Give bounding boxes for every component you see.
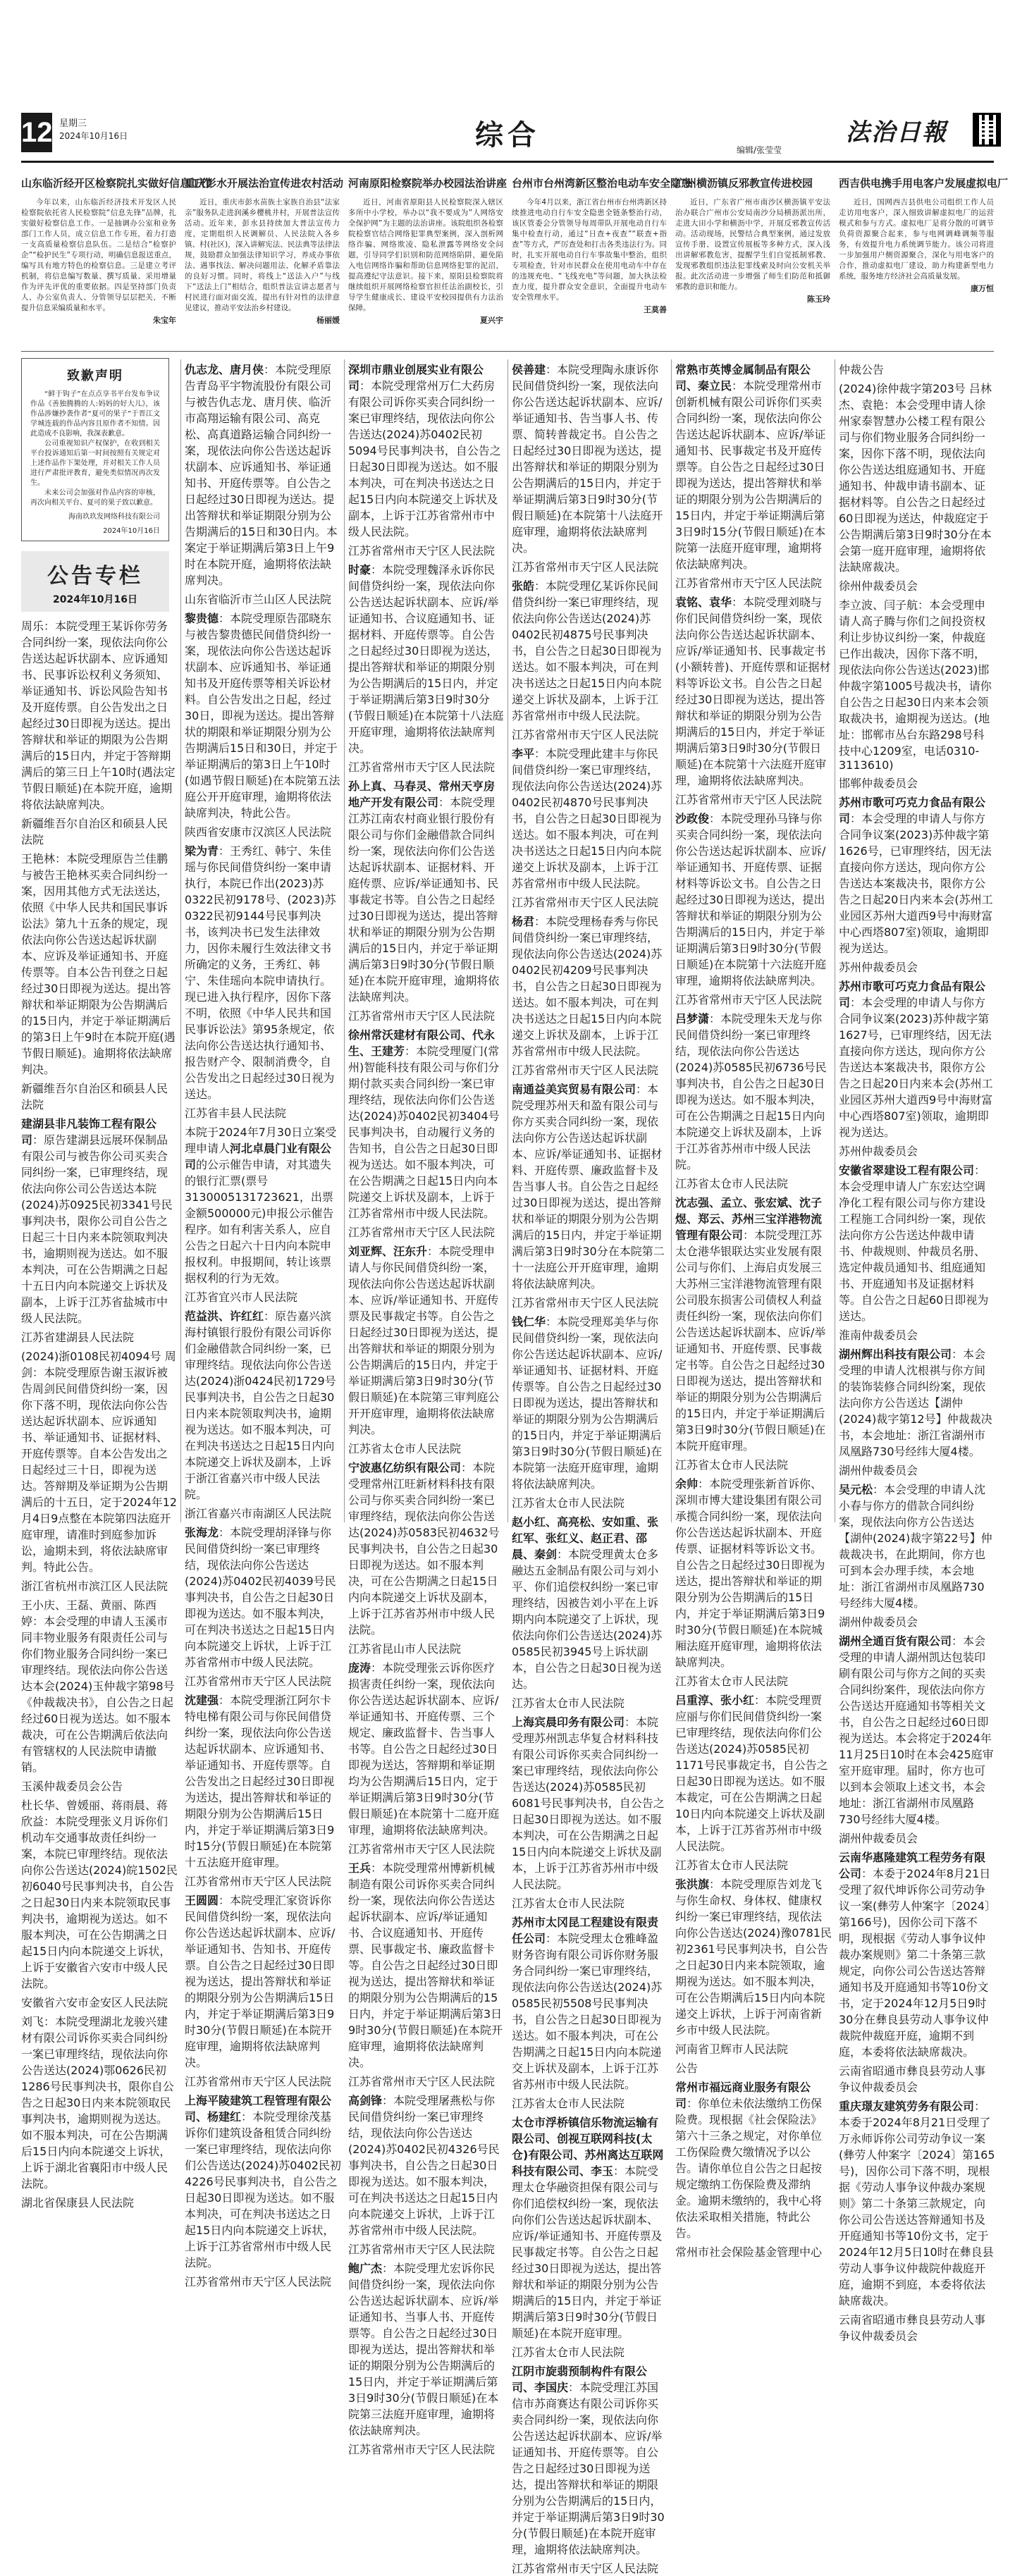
- notice-entry: 刘亚辉、汪东升：本院受理申请人与你民间借贷纠纷一案，现依法向你公告送达起诉状副本、应诉/举证通知书、开庭传票及民事裁定书等。自公告之日起经过30日即视为送达，提出答辩状和举证的期限分别为公告期满后的15日内，并定于举证期满后第3日9时30分(节假日顺延)在本院第三审判庭公开开庭审理，逾期将依法缺席判决。: [348, 1245, 500, 1436]
- apology-paragraph: 未来公司会加强对作品内容的审核，再次向相关平台、夏可的果子致以歉意。: [30, 489, 160, 507]
- news-author: 杨丽媛: [316, 316, 340, 325]
- news-brief: [21, 176, 212, 345]
- apology-notice: [21, 358, 169, 541]
- notice-entry: 吕重淳、张小红：本院受理贾应丽与你们民间借贷纠纷一案已审理终结，现依法向你们公告送达(2024)苏0585民初1171号民事裁定书，自公告之日起30日即视为送达。如不服本裁定，可在公告期满之日起10日内向本院递交上诉状及副本，上诉于江苏省苏州市中级人民法院。: [675, 1694, 828, 1853]
- notice-column: [348, 361, 505, 2456]
- news-author: 夏兴宇: [480, 316, 503, 325]
- notice-entry: 徐州常沃建材有限公司、代永生、王建芳：本院受理厦门(常州)智能科技有限公司与你们分期付款买卖合同纠纷一案已审理终结，现依法向你们公告送达(2024)苏0402民初3404号民事判决书，自动履行义务的告知书，自公告之日起30日即视为送达。如不服本判决，可在公告期满之日起15日内向本院递交上诉状及副本，上诉于江苏省常州市中级人民法院。: [348, 1028, 500, 1220]
- news-author: 朱宝年: [153, 316, 176, 325]
- notice-issuer: 徐州仲裁委员会: [839, 579, 918, 593]
- notice-issuer: 江苏省太仓市人民法院: [512, 2097, 625, 2110]
- notice-entry: 钱仁华：本院受理郑美华与你民间借贷纠纷一案，现依法向你公告送达起诉状副本、应诉/举证通知书、证据材料、开庭传票等。自公告之日起经过30日即视为送达，提出答辩状和举证的期限分别为公告期满后的15日内，并定于举证期满后第3日9时30分(节假日顺延)在本院第一法庭开庭审理，逾期将依法缺席判决。: [512, 1315, 663, 1491]
- apology-paragraph: “鲜于钩子”在点点享书平台发布争议作品《善独腾腾的人:妈妈的好大儿》，该作品涉嫌抄袭作者“夏可的果子”于晋江文学城连载的作品内容且原作者不知情。因此造成不良影响，我深表歉意。: [30, 390, 160, 438]
- notice-issuer: 江苏省太仓市人民法院: [675, 1177, 789, 1190]
- notice-entry: 湖州全通百货有限公司：本会受理的申请人湖州凯达包装印刷有限公司与你方之间的买卖合同纠纷案件，现依法向你方公告送达开庭通知书等相关文书，自公告之日起经过60日即视为送达。本会将定于2024年11月25日10时在本会425庭审室开庭审理。届时，你方也可以到本会领取上述文书，本会地址：浙江省湖州市凤凰路730号经纬大厦4楼。: [839, 1634, 994, 1826]
- notice-entry: 张皓：本院受理亿某诉你民间借贷纠纷一案已审理终结，现依法向你公告送达(2024)苏0402民初4875号民事判决书，自公告之日起30日即视为送达。如不服本判决，可在判决书送达之日起15日内向本院递交上诉状及副本，上诉于江苏省常州市中级人民法院。: [512, 579, 662, 722]
- notice-issuer: 江苏省常州市天宁区人民法院: [512, 728, 659, 741]
- notice-issuer: 常州市社会保险基金管理中心: [675, 2245, 823, 2259]
- notice-issuer: 陕西省安康市汉滨区人民法院: [185, 825, 332, 839]
- notice-entry: 上海平陵建筑工程管理有限公司、杨建红：本院受理徐茂基诉你们建筑设备租赁合同纠纷一案已审理终结，现依法向你们公告送达(2024)苏0402民初4226号民事判决书，自公告之日起30日即视为送达。如不服本判决，可在判决书送达之日起15日内向本院递交上诉状，上诉于江苏省常州市中级人民法院。: [185, 2094, 341, 2269]
- notice-issuer: 江苏省宜兴市人民法院: [185, 1290, 298, 1304]
- notice-issuer: 淮南仲裁委员会: [839, 1329, 918, 1342]
- notice-entry: 苏州市歌可巧克力食品有限公司：本会受理的申请人与你方合同争议案(2023)苏仲裁字第1626号，已审理终结，因无法直接向你方送达，现向你方公告送达本案裁决书，限你方公告之日起20日内来本会(苏州工业园区苏州大道西9号中海财富中心西塔807室)领取，逾期即视为送达。: [839, 796, 993, 955]
- qr-code-icon[interactable]: [973, 113, 1001, 147]
- notice-column: [512, 361, 668, 2575]
- notice-entry: 南通益美宾贸易有限公司：本院受理苏州天和盈有限公司与你方买卖合同纠纷一案，现依法向你方公告送达起诉状副本、应诉/举证通知书、证据材料、开庭传票、廉政监督卡及告当事人书。自公告之日起经过30日即视为送达，提出答辩状和举证的期限分别为公告期满后的15日内，并定于举证期满后第3日9时30分在本院第二十一法庭公开开庭审理，逾期将依法缺席判决。: [512, 1083, 665, 1290]
- notice-issuer: 江苏省常州市天宁区人民法院: [675, 993, 823, 1006]
- notice-entry: 沈志强、孟立、张宏斌、沈子煜、郑云、苏州三宝洋港物流管理有限公司：本院受理江苏太仓港华银联达实业发展有限公司与你们、上海启贞发展三大苏州三宝洋港物流管理有限公司股东损害公司债权人利益责任纠纷一案，现依法向你们公告送达起诉状副本、应诉/举证通知书、开庭传票、民事裁定书等。自公告之日起经过30日即视为送达，提出答辩状和举证的期限分别为公告期满后的15日内，并定于举证期满后第3日9时30分(节假日顺延)在本院开庭审理。: [675, 1196, 826, 1453]
- news-brief: [839, 176, 1009, 345]
- news-author: 康万恒: [971, 284, 994, 293]
- notice-issuer: 湖州仲裁委员会: [839, 1832, 918, 1845]
- notice-entry: 沙政俊：本院受理孙马锋与你买卖合同纠纷一案，现依法向你公告送达起诉状副本、应诉/举证通知书、开庭传票、证据材料等诉讼文书。自公告之日起经过30日即视为送达，提出答辩状和举证的期限分别为公告期满后的15日内，并定于举证期满后第3日9时30分(节假日顺延)在本院第十六法庭开庭审理，逾期将依法缺席判决。: [675, 812, 827, 987]
- news-brief: [348, 176, 508, 345]
- notice-entry: 安徽省翠建设工程有限公司：本会受理申请人广东宏达空调净化工程有限公司与你方建设工程施工合同纠纷一案，现依法向你方公告送达仲裁申请书、仲裁规则、仲裁员名册、选定仲裁员通知书、组庭通知书、开庭通知书及证据材料等。自公告之日起60日即视为送达。: [839, 1164, 989, 1323]
- notice-issuer: 江苏省常州市天宁区人民法院: [348, 760, 496, 774]
- notice-column: [185, 361, 341, 2288]
- notice-entry: 时豪：本院受理魏泽永诉你民间借贷纠纷一案，现依法向你公告送达起诉状副本、应诉/举证通知书、合议庭通知书、证据材料、开庭传票等。自公告之日起经过30日即视为送达，提出答辩状和举证的期限分别为公告期满后的15日内，并定于举证期满后第3日9时30分(节假日顺延)在本院第十八法庭开庭审理，逾期将依法缺席判决。: [348, 563, 504, 755]
- notice-issuer: 江苏省常州市天宁区人民法院: [185, 2275, 332, 2288]
- notice-issuer: 江苏省太仓市人民法院: [512, 1496, 625, 1510]
- section-title: 综合: [475, 118, 540, 152]
- notice-entry: 常州市福远商业服务有限公司：你单位未依法缴纳工伤保险费。现根据《社会保险法》第六十三条之规定，对你单位工伤保险费欠缴情况予以公告。请你单位自公告之日起按规定缴纳工伤保险费及滞纳金。逾期未缴纳的，我中心将依法采取相关措施，特此公告。: [675, 2081, 823, 2240]
- notice-column: [839, 361, 995, 2343]
- notice-issuer: 浙江省嘉兴市南湖区人民法院: [185, 1507, 332, 1520]
- notice-entry: 范益洪、许红红：原告嘉兴滨海村镇银行股份有限公司诉你们金融借款合同纠纷一案，已审理终结。现依法向你公告送达(2024)浙0424民初1729号民事判决书，自公告之日起30日内来本院领取判决书，逾期视为送达。如不服本判决，可在判决书送达之日起15日内向本院递交上诉状及副本，上诉于浙江省嘉兴市中级人民法院。: [185, 1309, 336, 1501]
- notice-issuer: 江苏省常州市天宁区人民法院: [348, 2075, 496, 2088]
- notice-issuer: 江苏省常州市天宁区人民法院: [348, 2243, 496, 2256]
- notice-issuer: 江苏省常州市天宁区人民法院: [185, 1875, 332, 1888]
- notice-issuer: 江苏省建湖县人民法院: [21, 1331, 135, 1344]
- notice-issuer: 江苏省丰县人民法院: [185, 1107, 287, 1120]
- notice-issuer: 江苏省太仓市人民法院: [512, 1897, 625, 1910]
- notice-entry: 周乐：本院受理王某诉你劳务合同纠纷一案，现依法向你公告送达起诉状副本、应诉通知书、民事诉讼权利义务须知、举证通知书、诉讼风险告知书及开庭传票。自公告发出之日起经过30日即视为送达。提出答辩状和举证的期限为公告期满后的15日内，并定于答辩期满后的第三日上午10时(遇法定节假日顺延)在本院开庭，逾期将依法缺席判决。: [21, 620, 176, 811]
- notice-entry: 苏州市歌可巧克力食品有限公司：本会受理的申请人与你方合同争议案(2023)苏仲裁字第1627号，已审理终结，因无法直接向你方送达，现向你方公告送达本案裁决书，限你方公告之日起20日内来本会(苏州工业园区苏州大道西9号中海财富中心西塔807室)领取，逾期即视为送达。: [839, 980, 993, 1139]
- column-divider: [344, 359, 345, 1522]
- notice-entry: 张洪旗：本院受理原告刘龙飞与你生命权、身体权、健康权纠纷一案已审理终结，现依法向你公告送达(2024)豫0781民初2361号民事判决书，自公告之日起30日内来本院领取，逾期视为送达。如不服本判决，可在公告期满后15日内向本院递交上诉状，上诉于河南省新乡市中级人民法院。: [675, 1878, 832, 2037]
- notice-entry: 宁波惠亿纺织有限公司：本院受理常州江旺新材料科技有限公司与你买卖合同纠纷一案已审理终结，现依法向你公告送达(2024)苏0583民初4632号民事判决书，自公告之日起30日即视为送达。如不服本判决，可在公告期满之日起15日内向本院递交上诉状及副本，上诉于江苏省苏州市中级人民法院。: [348, 1461, 500, 1637]
- notice-issuer: 湖州仲裁委员会: [839, 1464, 918, 1477]
- notice-entry: 余帅：本院受理张新首诉你、深圳市博大建设集团有限公司承揽合同纠纷一案，现依法向你公告送达起诉状副本、开庭传票、证据材料等诉讼文书。自公告之日起经过30日即视为送达，提出答辩状和举证的期限分别为公告期满后的15日内，并定于举证期满后第3日9时30分(节假日顺延)在本院城厢法庭开庭审理，逾期将依法缺席判决。: [675, 1477, 825, 1669]
- notice-entry: 赵小红、高亮松、安如重、张红军、张红义、赵正君、邵晨、秦剑：本院受理黄太仓多融达五金制品有限公司与刘小平、你们追偿权纠纷一案已审理终结，因被告刘小平在上诉期内向本院递交了上诉状，现依法向你们公告送达(2024)苏0585民初3945号上诉状副本，自公告之日起30日视为送达。: [512, 1515, 663, 1691]
- news-author: 陈玉玲: [807, 295, 830, 304]
- news-headline[interactable]: 河南原阳检察院举办校园法治讲座: [348, 177, 508, 190]
- notice-entry: 仇志龙、唐月侠：本院受理原告青岛平宇物流股份有限公司与被告仇志龙、唐月侠、临沂市高翔运输有限公司、高克松、高真道路运输合同纠纷一案，现依法向你公告送达起诉状副本、应诉通知书、举证通知书、开庭传票等。自公告之日起经过30日即视为送达。提出答辩状和举证期限分别为公告期满后的15日和30日内。本案定于举证期满后第3日上午9时在本院开庭，逾期将依法缺席判决。: [185, 363, 338, 587]
- notice-issuer: 苏州仲裁委员会: [839, 1145, 918, 1158]
- notice-entry: (2024)徐仲裁字第203号 吕林杰、袁艳：本会受理申请人徐州家泰智慧办公楼工程有限公司与你们物业服务合同纠纷一案，因你下落不明，现依法向你公告送达组庭通知书、开庭通知书、仲裁申请书副本、证据材料等。自公告之日起经过60日即视为送达，仲裁庭定于公告期满后第3日9时30分在本会第一庭开庭审理，逾期将依法缺席裁决。: [839, 382, 992, 574]
- notice-issuer: 新疆维吾尔自治区和硕县人民法院: [21, 1082, 168, 1111]
- notice-issuer: 江苏省太仓市人民法院: [348, 1442, 462, 1455]
- notice-entry: 湖州辉出科技有限公司：本会受理的申请人沈根祺与你方间的装饰装修合同纠纷案，现依法向你方公告送达【湖仲(2024)裁字第12号】仲裁裁决书，本会地址：浙江省湖州市凤凰路730号经纬大厦4楼。: [839, 1348, 992, 1458]
- page-number: 12: [21, 113, 52, 152]
- notice-issuer: 江苏省常州市天宁区人民法院: [348, 1009, 496, 1023]
- notice-issuer: 云南省昭通市彝良县劳动人事争议仲裁委员会: [839, 2313, 986, 2343]
- news-brief: [675, 176, 830, 345]
- column-divider: [671, 359, 672, 1522]
- notice-issuer: 江苏省太仓市人民法院: [512, 2346, 625, 2359]
- notice-entry: (2024)浙0108民初4094号 周剑：本院受理原告谢玉淑诉被告周剑民间借贷纠纷一案，因你下落不明，现依法向你公告送达起诉状副本、应诉通知书、举证通知书、证据材料、开庭传票等。自本公告发出之日起经过三十日，即视为送达。答辩期及举证期为公告期满后的十五日，定于2024年12月4日9点整在本院第四法庭开庭审理，请准时到庭参加诉讼，逾期未到，将依法缺席审判。特此公告。: [21, 1350, 178, 1574]
- notice-issuer: 江苏省常州市天宁区人民法院: [348, 1226, 496, 1239]
- notice-issuer: 江苏省常州市天宁区人民法院: [512, 1064, 659, 1077]
- news-headline[interactable]: 山东临沂经开区检察院扎实做好信息工作: [21, 177, 212, 190]
- news-body: 近日，国网西吉县供电公司组织工作人员走访用电客户，深入细致讲解虚拟电厂的运营模式和参与方式。虚拟电厂是将分散的可调节负荷资源聚合起来，参与电网调峰调频等服务，有效提升电力系统调节能力。该公司将进一步加强用户侧资源聚合，深化与用电客户的合作，推动虚拟电厂建设，助力构建新型电力系统，服务地方经济社会高质量发展。: [839, 198, 994, 281]
- notice-issuer: 邯郸仲裁委员会: [839, 777, 918, 790]
- news-briefs-row: [21, 176, 1009, 352]
- notice-issuer: 苏州仲裁委员会: [839, 961, 918, 974]
- notice-issuer: 新疆维吾尔自治区和硕县人民法院: [21, 817, 168, 846]
- news-body: 今年以来，山东临沂经济技术开发区人民检察院依托省人民检察院“信息先锋”品牌，扎实做好检察信息工作。一是抽调办公室和业务部门工作人员，成立信息工作专班，着力打造一支高质量检察信息队伍。二是结合“检察护企”“检护民生”专项行动，明确信息报送重点，编写具有地方特色的检察信息。三是建立考评机制，将信息编写数量、撰写质量、采用增量作为评先评优的重要依据。四是坚持部门负责人、办公室负责人、分管领导层层把关，不断提升信息采编质量和水平。: [21, 198, 176, 312]
- notice-issuer: 江苏省常州市天宁区人民法院: [185, 2075, 332, 2088]
- news-headline[interactable]: 西吉供电携手用电客户发展虚拟电厂: [839, 177, 1009, 190]
- apology-title: 致歉声明: [67, 369, 123, 383]
- notice-entry: 李平：本院受理此建丰与你民间借贷纠纷一案已审理终结，现依法向你公告送达(2024)苏0402民初4870号民事判决书，自公告之日起30日即视为送达。如不服本判决，可在判决书送达之日起15日内向本院递交上诉状及副本，上诉于江苏省常州市中级人民法院。: [512, 747, 663, 890]
- news-headline[interactable]: 台州市台州湾新区整治电动车安全隐患: [512, 177, 692, 190]
- news-body: 今年4月以来，浙江省台州市台州湾新区持续推进电动自行车安全隐患全链条整治行动，该区管委会分管领导每周带队开展电动自行车集中检查行动，通过“日查+夜查”“联查+指查”等方式，严厉查处和打击各类违法行为。同时，扎实开展电动自行车事故集中整治，组织专项检查，针对市民群众在使用电动车中存在的违规充电、“飞线充电”等问题，加大执法检查力度，提升群众安全意识，全面提升电动车安全管理水平。: [512, 198, 667, 302]
- notice-issuer: 江苏省常州市天宁区人民法院: [512, 2562, 659, 2575]
- notice-issuer: 玉溪仲裁委员会公告: [21, 1780, 123, 1793]
- notice-entry: 高剑锋：本院受理屠燕松与你民间借贷纠纷一案已审理终结，现依法向你公告送达(2024)苏0402民初4326号民事判决书，自公告之日起30日即视为送达。如不服本判决，可在判决书送达之日起15日内向本院递交上诉状，上诉于江苏省常州市中级人民法院。: [348, 2094, 500, 2237]
- editor-line: 编辑/张莹莹: [737, 145, 782, 155]
- news-body: 近日，重庆市彭水苗族土家族自治县“法家亲”服务队走进润溪乡樱桃井村，开展普法宣传活动。近年来，彭水县持续加大普法宣传力度，定期组织人民调解员、人民法院入各乡镇、村(社区)，深入讲解宪法、民法典等法律法规，鼓励群众加强法律知识学习，养成办事依法、遇事找法、解决问题用法、化解矛盾靠法的良好习惯。同时，将线上“送法入户”与线下“送法上门”相结合，组织普法宣讲志愿者与村民进行面对面交流，提出有针对性的法律意见建议，推动平安法治乡村建设。: [185, 198, 340, 312]
- news-headline[interactable]: 广州横沥镇反邪教宣传进校园: [675, 177, 813, 190]
- notice-issuer: 江苏省常州市天宁区人民法院: [185, 1675, 332, 1688]
- notice-entry: 沈建强：本院受理浙江阿尔卡特电梯有限公司与你民间借贷纠纷一案，现依法向你公告送达起诉状副本、应诉通知书、举证通知书、开庭传票等。自公告发出之日起经过30日即视为送达，提出答辩状和举证的期限分别为公告期满后15日内，并定于举证期满后第3日9时15分(节假日顺延)在本院第十五法庭开庭审理。: [185, 1694, 335, 1869]
- notice-entry: 鲍广杰：本院受理尤宏诉你民间借贷纠纷一案，现依法向你公告送达起诉状副本、应诉/举证通知书、当事人书、开庭传票等。自公告之日起经过30日即视为送达，提出答辩状和举证的期限分别为公告期满后的15日内，并定于举证期满后第3日9时30分(节假日顺延)在本院第三法庭开庭审理，逾期将依法缺席判决。: [348, 2262, 499, 2437]
- newspaper-masthead: 法治日報: [846, 118, 947, 147]
- notice-entry: 王圆圆：本院受理汇家资诉你民间借贷纠纷一案，现依法向你公告送达起诉状副本、应诉/举证通知书、告知书、开庭传票。自公告之日起经过30日即视为送达，提出答辩状和举证的期限分别为公告期满后15日内，并定于举证期满后第3日9时30分(节假日顺延)在本院开庭审理，逾期将依法缺席判决。: [185, 1894, 336, 2069]
- notice-entry: 张海龙：本院受理胡泽锋与你民间借贷纠纷一案已审理终结，现依法向你公告送达(2024)苏0402民初4039号民事判决书，自公告之日起30日即视为送达。如不服本判决，可在判决书送达之日起15日内向本院递交上诉状，上诉于江苏省常州市中级人民法院。: [185, 1526, 336, 1669]
- notice-entry: 重庆璟友建筑劳务有限公司：本委于2024年8月21日受理了万永师诉你公司劳动争议一案(彝劳人仲案字〔2024〕第165号)，因你公司下落不明，现根据《劳动人事争议仲裁办案规则》第二十条第三款规定，向你公司公告送达答辩通知书及开庭通知书等10份文书，定于2024年12月5日10时在彝良县劳动人事争议仲裁院仲裁庭开庭，逾期不到庭，本委将依法缺席裁决。: [839, 2100, 995, 2307]
- apology-signature: 海南玖玖发网络科技有限公司: [68, 513, 160, 521]
- notice-entry: 庞涛：本院受理张云诉你医疗损害责任纠纷一案，现依法向你公告送达起诉状副本、应诉/举证通知书、开庭传票、三个规定、廉政监督卡、告当事人书等。自公告之日起经过30日即视为送达，答辩期和举证期均为公告期满后15日内，定于举证期满后第3日9时30分(节假日顺延)在本院第十二庭开庭审理，逾期将依法缺席判决。: [348, 1661, 500, 1837]
- notice-issuer: 江苏省常州市天宁区人民法院: [348, 544, 496, 557]
- notice-entry: 常熟市英博金属制品有限公司、秦立民：本院受理常州市创新机械有限公司诉你们买卖合同纠纷一案，现依法向你公告送达起诉状副本、应诉/举证通知书、民事裁定书及开庭传票等。自公告之日起经过30日即视为送达，提出答辩状和举证的期限分别为公告期满后的15日内，并定于举证期满后第3日9时15分(节假日顺延)在本院第一法庭开庭审理，逾期将依法缺席判决。: [675, 363, 826, 571]
- news-author: 王莫善: [644, 305, 667, 314]
- notice-column-banner: [21, 551, 169, 612]
- notice-entry: 云南华惠隆建筑工程劳务有限公司：本委于2024年8月21日受理了叙代坤诉你公司劳动争议一案(彝劳人仲案字〔2024〕第166号)，因你公司下落不明，现根据《劳动人事争议仲裁办案规则》第二十条第三款规定，向你公司公告送达答辩通知书及开庭通知书等10份文书，定于2024年12月5日9时30分在彝良县劳动人事争议仲裁院仲裁庭开庭，逾期不到庭，本委将依法缺席裁决。: [839, 1851, 991, 2059]
- issue-date: 2024年10月16日: [59, 131, 128, 141]
- notice-entry: 杨君：本院受理杨春秀与你民间借贷纠纷一案已审理终结，现依法向你公告送达(2024)苏0402民初4209号民事判决书，自公告之日起30日即视为送达。如不服本判决，可在判决书送达之日起15日内向本院递交上诉状及副本，上诉于江苏省常州市中级人民法院。: [512, 915, 663, 1058]
- notice-entry: 吕梦潇：本院受理朱天龙与你民间借贷纠纷一案已审理终结，现依法向你公告送达(2024)苏0585民初6736号民事判决书，自公告之日起30日即视为送达。如不服本判决，可在公告期满之日起15日内向本院递交上诉状及副本，上诉于江苏省苏州市中级人民法院。: [675, 1012, 827, 1171]
- notice-banner-title: 公告专栏: [47, 564, 143, 588]
- notice-entry: 王艳林：本院受理原告兰佳鹏与被告王艳林买卖合同纠纷一案，因用其他方式无法送达，依照《中华人民共和国民事诉讼法》第九十五条的规定，现依法向你公告送达起诉状副本、应诉及举证通知书、开庭传票等。自本公告刊登之日起经过30日即视为送达。提出答辩状和举证期限为公告期满后的15日内，并定于举证期满后的第3日上午9时在本院开庭(遇节假日顺延)。逾期将依法缺席判决。: [21, 852, 176, 1076]
- news-divider: [21, 351, 994, 352]
- notice-column: [675, 361, 832, 2259]
- notice-entry: 袁铭、袁华：本院受理刘晓与你们民间借贷纠纷一案，现依法向你公告送达起诉状副本、应诉/举证通知书、民事裁定书(小额转普)、开庭传票和证据材料等诉讼文书。自公告之日起经过30日即视为送达，提出答辩状和举证的期限分别为公告期满后的15日内，并定于举证期满后第3日9时30分(节假日顺延)在本院第十六法庭开庭审理，逾期将依法缺席判决。: [675, 596, 831, 787]
- notice-column: [21, 617, 178, 2210]
- notice-issuer: 江苏省常州市天宁区人民法院: [512, 560, 659, 574]
- news-brief: [185, 176, 344, 345]
- notice-issuer: 江苏省常州市天宁区人民法院: [348, 2443, 496, 2456]
- news-body: 近日，河南省原阳县人民检察院深入辖区多所中小学校，举办以“我不要成为”人网络安全保护网”为主题的法治讲座。该院组织各检察院检察官结合网络犯罪典型案例，深入剖析网络诈骗、网络欺凌、隐私泄露等网络安全问题，引导同学们识别和防范网络陷阱，避免陷入电信网络诈骗和帮助信息网络犯罪的泥沼，提高遵纪守法意识。接下来，原阳县检察院将继续组织开展网络检察官担任法治副校长，引导学生健康成长、建设平安校园提供有力法治保障。: [348, 198, 503, 312]
- notice-entry: 孙上真、马春灵、常州天亨房地产开发有限公司：本院受理江苏江南农村商业银行股份有限公司与你们金融借款合同纠纷一案，现依法向你们公告送达起诉状副本、证据材料、开庭传票、应诉/举证通知书、民事裁定书等。自公告之日起经过30日即视为送达，提出答辩状和举证的期限分别为公告期满后的15日内，并定于举证期满后第3日9时30分(节假日顺延)在本院开庭审理，逾期将依法缺席判决。: [348, 779, 500, 1004]
- notice-entry: 李立波、闫子航：本会受理申请人高子腾与你们之间投资权利让步协议纠纷一案，仲裁庭已作出裁决，因你下落不明，现依法向你公告送达(2023)邯仲裁字第1005号裁决书，请你自公告之日起30日内来本会领取裁决书，逾期视为送达。(地址：邯郸市丛台东路298号科技中心1209室，电话0310-3113610): [839, 598, 992, 772]
- notice-entry: 王小庆、王磊、黄丽、陈西婷：本会受理的申请人玉溪市同丰物业服务有限责任公司与你们物业服务合同纠纷一案已审理终结。现依法向你公告送达本会(2024)玉仲裁字第98号《仲裁裁决书》，自公告之日起经过60日视为送达。如不服本裁决，可在公告期满后依法向有管辖权的人民法院申请撤销。: [21, 1598, 175, 1774]
- news-body: 近日，广东省广州市南沙区横沥镇平安法治办联合广州市公安局南沙分局横沥派出所，走进大田小学和横沥中学，开展反邪教宣传活动。活动现场，民警结合典型案例，通过发放宣传手册、设置宣传展板等多种方式，深入浅出讲解邪教危害，提醒学生们自觉抵制邪教、发现邪教组织违法犯罪线索及时向公安机关举报。此次活动进一步增强了师生们防范和抵御邪教的意识和能力。: [675, 198, 830, 291]
- notice-issuer: 江苏省太仓市人民法院: [675, 1859, 789, 1872]
- column-divider: [180, 359, 181, 1522]
- notice-issuer: 山东省临沂市兰山区人民法院: [185, 593, 332, 606]
- notice-issuer: 江苏省昆山市人民法院: [348, 1642, 462, 1656]
- notice-entry: 建湖县非凡装饰工程有限公司：原告建湖县远展环保制品有限公司与被告你公司买卖合同纠纷一案，已审理终结，现依法向你公司公告送达本院(2024)苏0925民初3341号民事判决书，限你公司自公告之日起三十日内来本院领取判决书，逾期则视为送达。如不服本判决，可在公告期满之日起十五日内向本院递交上诉状及副本，上诉于江苏省盐城市中级人民法院。: [21, 1117, 173, 1325]
- notice-entry: 深圳市鼎业创展实业有限公司：本院受理常州万仁大药房有限公司诉你买卖合同纠纷一案已审理终结，现依法向你公告送达(2024)苏0402民初5094号民事判决书，自公告之日起30日即视为送达。如不服本判决，可在判决书送达之日起15日内向本院递交上诉状及副本，上诉于江苏省常州市中级人民法院。: [348, 363, 501, 538]
- weekday: 星期三: [59, 118, 87, 129]
- notice-issuer: 江苏省常州市天宁区人民法院: [675, 793, 823, 806]
- notice-issuer: 云南省昭通市彝良县劳动人事争议仲裁委员会: [839, 2064, 986, 2094]
- page-header: [21, 113, 994, 158]
- notice-entry: 上海宾晨印务有限公司：本院受理苏州凯志华复合材料科技有限公司诉你买卖合同纠纷一案已审理终结，现依法向你公告送达(2024)苏0585民初6081号民事判决书，自公告之日起30日即视为送达。如不服本判决，可在公告期满之日起15日内向本院递交上诉状及副本，上诉于江苏省苏州市中级人民法院。: [512, 1715, 665, 1891]
- notice-entry: 侯善建：本院受理陶永康诉你民间借贷纠纷一案，现依法向你公告送达起诉状副本、应诉/举证通知书、告当事人书、传票、简转普裁定书。自公告之日起经过30日即视为送达，提出答辩状和举证的期限分别为公告期满后的15日内，并定于举证期满后第3日9时30分(节假日顺延)在本院第十八法庭开庭审理，逾期将依法缺席判决。: [512, 363, 663, 555]
- notice-issuer: 仲裁公告: [839, 363, 885, 376]
- notice-entry: 苏州市太冈昆工程建设有限责任公司：本院受理太仓雅峰盈财务咨询有限公司诉你财务服务合同纠纷一案已审理终结，现依法向你公告送达(2024)苏0585民初5508号民事判决书，自公告之日起30日即视为送达。如不服本判决，可在公告期满之日起15日内向本院递交上诉状及副本，上诉于江苏省苏州市中级人民法院。: [512, 1916, 663, 2091]
- notice-banner-date: 2024年10月16日: [53, 594, 137, 605]
- news-brief: [512, 176, 692, 345]
- notice-issuer: 江苏省常州市天宁区人民法院: [512, 896, 659, 909]
- notice-issuer: 湖州仲裁委员会: [839, 1615, 918, 1629]
- notice-issuer: 安徽省六安市金安区人民法院: [21, 1996, 168, 2009]
- notice-issuer: 江苏省太仓市人民法院: [675, 1458, 789, 1472]
- notice-issuer: 公告: [675, 2062, 699, 2075]
- notice-issuer: 江苏省常州市天宁区人民法院: [675, 577, 823, 590]
- notice-issuer: 江苏省常州市天宁区人民法院: [512, 1296, 659, 1309]
- notice-entry: 太仓市浮桥镇信乐物流运输有限公司、创视互联网科技(太仓)有限公司、苏州离达互联网科技有限公司、李玉：本院受理太仓华融资担保有限公司与你们追偿权纠纷一案，现依法向你们公告送达起诉状副本、应诉/举证通知书、开庭传票及民事裁定书等。自公告之日起经过30日即视为送达，提出答辩状和举证的期限分别为公告期满后的15日内，并定于举证期满后第3日9时30分(节假日顺延)在本院开庭审理。: [512, 2116, 664, 2340]
- notice-issuer: 江苏省太仓市人民法院: [675, 1675, 789, 1688]
- notice-entry: 吴元松：本会受理的申请人沈小春与你方的借款合同纠纷案，现依法向你方公告送达【湖仲(2024)裁字第22号】仲裁裁决书，在此期间，你方也可到本会办理手续，本会地址：浙江省湖州市凤凰路730号经纬大厦4楼。: [839, 1483, 992, 1610]
- notice-entry: 梁为青：王秀红、韩宁、朱佳瑶与你民间借贷纠纷一案申请执行，本院已作出(2023)苏0322民初9178号、(2023)苏0322民初9144号民事判决书，该判决书已发生法律效力，因你未履行生效法律文书所确定的义务，王秀红、韩宁、朱佳瑶向本院申请执行。现已进入执行程序，因你下落不明，依照《中华人民共和国民事诉讼法》第95条规定，依法向你公告送达执行通知书、报告财产令、限制消费令，自公告发出之日起经过30日视为送达。: [185, 844, 336, 1101]
- notice-entry: 本院于2024年7月30日立案受理申请人河北卓晨门业有限公司的公示催告申请，对其遗失的银行汇票(票号3130005131723621，出票金额500000元)申报公示催告程序。如有利害关系人，应自公告之日起六十日内向本院申报权利。申报期间，转让该票据权利的行为无效。: [185, 1126, 337, 1285]
- notice-entry: 江阴市旋翡预制构件有限公司、李国庆：本院受理江苏国信市苏商赛达有限公司诉你买卖合同纠纷一案，现依法向你公告送达起诉状副本、应诉/举证通知书、开庭传票等。自公告之日起经过30日即视为送达，提出答辩状和举证的期限分别为公告期满后的15日内，并定于举证期满后第3日9时30分(节假日顺延)在本院开庭审理，逾期将依法缺席判决。: [512, 2365, 665, 2556]
- notice-entry: 刘飞：本院受理湖北龙骏兴建材有限公司诉你买卖合同纠纷一案已审理终结，现依法向你公告送达(2024)鄂0626民初1286号民事判决书，限你自公告之日起30日内来本院领取民事判决书，逾期则视为送达。如不服本判决，可在公告期满后15日内向本院递交上诉状，上诉于湖北省襄阳市中级人民法院。: [21, 2015, 174, 2190]
- notice-entry: 黎贵德：本院受理原告邵晓东与被告黎贵德民间借贷纠纷一案，现依法向你公告送达起诉状副本、应诉通知书、举证通知书及开庭传票等相关诉讼材料。自公告发出之日起，经过30日，即视为送达。提出答辩状的期限和举证期限分别为公告期满后15日和30日，并定于举证期满后的第3日上午10时(如遇节假日顺延)在本院第五法庭公开开庭审理，逾期将依法缺席判决，特此公告。: [185, 612, 340, 820]
- notice-entry: 杜长华、曾媛丽、蒋雨晨、蒋欣益：本院受理张义月诉你们机动车交通事故责任纠纷一案，本院已审理终结。现依法向你公告送达(2024)皖1502民初6040号民事判决书，自公告之日起30日内来本院领取民事判决书，逾期视为送达。如不服本判决，可在公告期满之日起15日内向本院递交上诉状，上诉于安徽省六安市中级人民法院。: [21, 1799, 178, 1990]
- notice-entry: 王兵：本院受理常州博新机械制造有限公司诉你买卖合同纠纷一案，现依法向你公告送达起诉状副本、应诉/举证通知书、合议庭通知书、开庭传票、民事裁定书、廉政监督卡等。自公告之日起经过30日即视为送达，提出答辩状和举证的期限分别为公告期满后的15日内，并定于举证期满后第3日9时30分(节假日顺延)在本院开庭审理，逾期将依法缺席判决。: [348, 1861, 503, 2069]
- notice-issuer: 河南省卫辉市人民法院: [675, 2042, 789, 2056]
- notice-issuer: 浙江省杭州市滨江区人民法院: [21, 1579, 168, 1593]
- apology-date: 2024年10月16日: [103, 527, 160, 535]
- header-divider: [21, 161, 994, 163]
- notice-issuer: 湖北省保康县人民法院: [21, 2196, 135, 2210]
- news-headline[interactable]: 重庆彭水开展法治宣传进农村活动: [185, 177, 344, 190]
- notice-issuer: 江苏省太仓市人民法院: [512, 1696, 625, 1710]
- apology-paragraph: 公司重视知识产权保护，在收到相关平台投诉通知后第一时间按照有关规定对上述作品作下架处理，并对相关工作人员进行严肃批评教育，避免类似情况再次发生。: [30, 440, 160, 487]
- notice-issuer: 江苏省常州市天宁区人民法院: [348, 1842, 496, 1856]
